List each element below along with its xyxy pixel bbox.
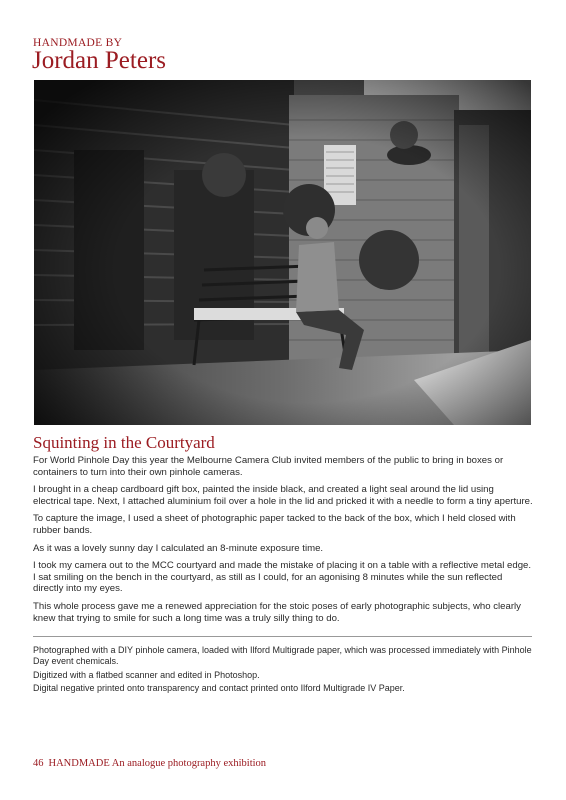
footer-text: HANDMADE An analogue photography exhibition	[48, 758, 267, 769]
article-body	[33, 455, 533, 630]
pinhole-photograph	[34, 80, 531, 425]
page-number: 46	[33, 758, 44, 769]
technical-notes	[33, 645, 533, 697]
header-kicker: HANDMADE BY	[33, 37, 123, 49]
body-paragraph: This whole process gave me a renewed appreciation for the stoic poses of early photographic subjects, who clearly knew that trying to smile for such a long time was a truly silly thing to do.	[33, 600, 521, 624]
note-line: Digitized with a flatbed scanner and edited in Photoshop.	[33, 669, 260, 680]
body-paragraph: For World Pinhole Day this year the Melbourne Camera Club invited members of the public to bring in boxes or containers to turn into their own pinhole cameras.	[33, 455, 504, 478]
body-paragraph: I brought in a cheap cardboard gift box, painted the inside black, and created a light seal around the lid using electrical tape. Next, I attached aluminium foil over a hole in the lid and pricked it with a needle to form a tiny aperture.	[33, 484, 533, 507]
body-paragraph: I took my camera out to the MCC courtyard and made the mistake of placing it on a table with a reflective metal edge. I sat smiling on the bench in the courtyard, as still as I could, for an agonising 8 minutes while the sun reflected directly into my eyes.	[33, 560, 532, 595]
note-line: Photographed with a DIY pinhole camera, loaded with Ilford Multigrade paper, which was processed immediately with Pinhole Day event chemicals.	[33, 645, 532, 666]
body-paragraph: As it was a lovely sunny day I calculated an 8-minute exposure time.	[33, 542, 324, 554]
divider	[33, 636, 532, 637]
note-line: Digital negative printed onto transparency and contact printed onto Ilford Multigrade IV Paper.	[33, 683, 405, 694]
article-title: Squinting in the Courtyard	[33, 433, 215, 452]
artist-name: Jordan Peters	[32, 47, 166, 74]
body-paragraph: To capture the image, I used a sheet of photographic paper tacked to the back of the box, which I held closed with rubber bands.	[33, 513, 516, 536]
page-footer	[33, 758, 271, 769]
